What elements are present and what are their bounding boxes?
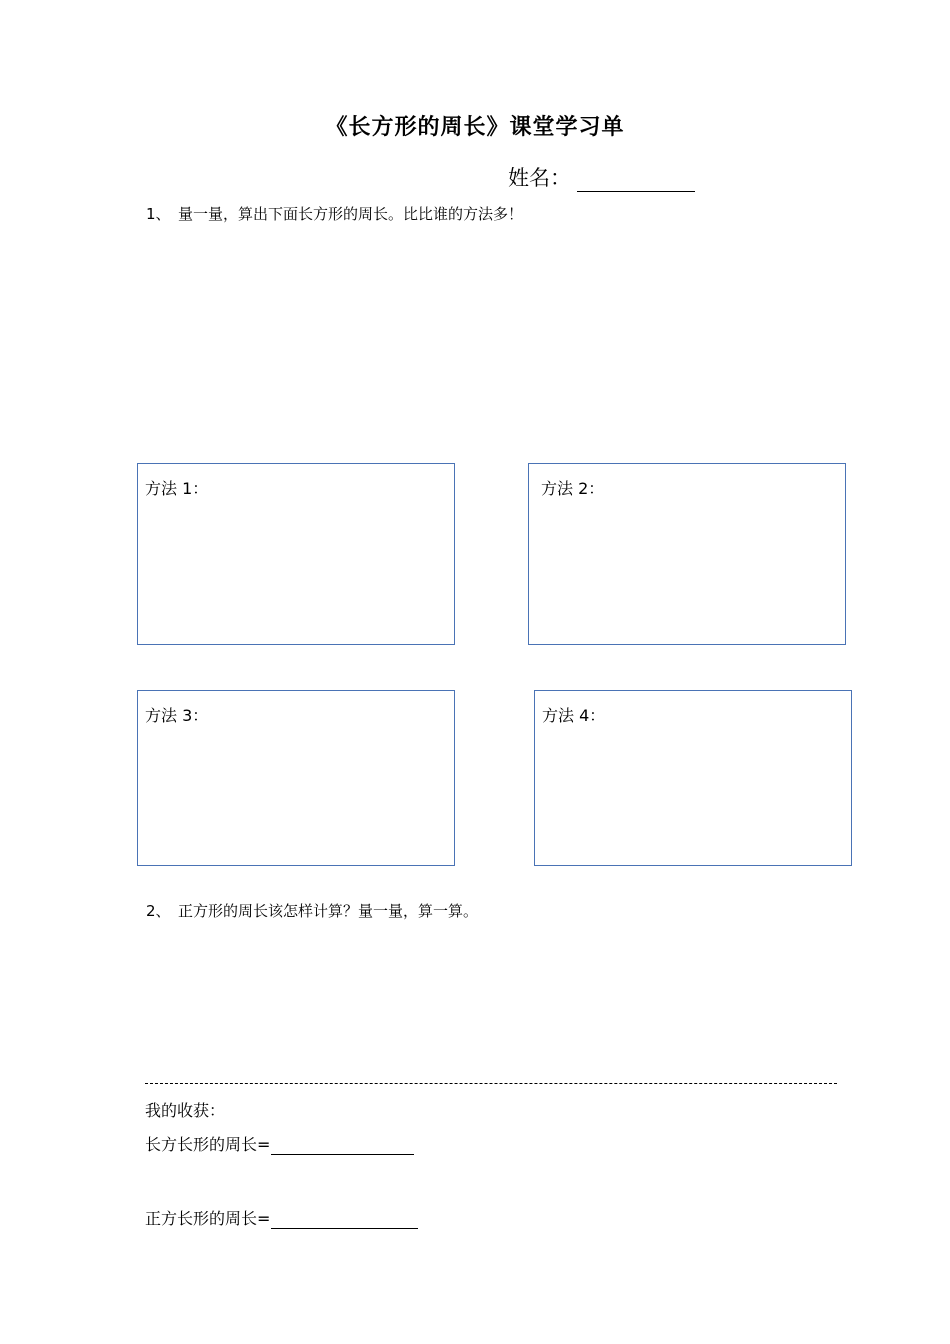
method-3-label: 方法 3： (145, 706, 209, 725)
method-2-label: 方法 2： (541, 479, 605, 498)
question-2-text: 正方形的周长该怎样计算？量一量，算一算。 (178, 902, 479, 920)
name-blank[interactable] (577, 169, 695, 192)
worksheet-title: 《长方形的周长》课堂学习单 (325, 115, 625, 140)
rectangle-perimeter-blank[interactable] (271, 1136, 414, 1155)
method-box-4[interactable] (534, 690, 852, 866)
question-2 (146, 900, 478, 921)
method-box-2[interactable] (528, 463, 846, 645)
method-1-label: 方法 1： (145, 479, 209, 498)
harvest-label: 我的收获： (145, 1101, 226, 1120)
question-1 (146, 203, 523, 224)
square-perimeter-formula (145, 1206, 418, 1229)
rectangle-perimeter-label: 长方长形的周长= (145, 1135, 271, 1154)
name-label: 姓名： (508, 166, 571, 190)
method-box-1[interactable] (137, 463, 455, 645)
question-1-number: 1、 (146, 205, 171, 223)
method-box-3[interactable] (137, 690, 455, 866)
method-4-label: 方法 4： (542, 706, 606, 725)
question-1-text: 量一量，算出下面长方形的周长。比比谁的方法多！ (178, 205, 524, 223)
square-perimeter-label: 正方长形的周长= (145, 1209, 271, 1228)
square-perimeter-blank[interactable] (271, 1210, 418, 1229)
dashed-divider (145, 1083, 837, 1084)
rectangle-perimeter-formula (145, 1132, 414, 1155)
question-2-number: 2、 (146, 902, 171, 920)
name-field (508, 162, 695, 192)
